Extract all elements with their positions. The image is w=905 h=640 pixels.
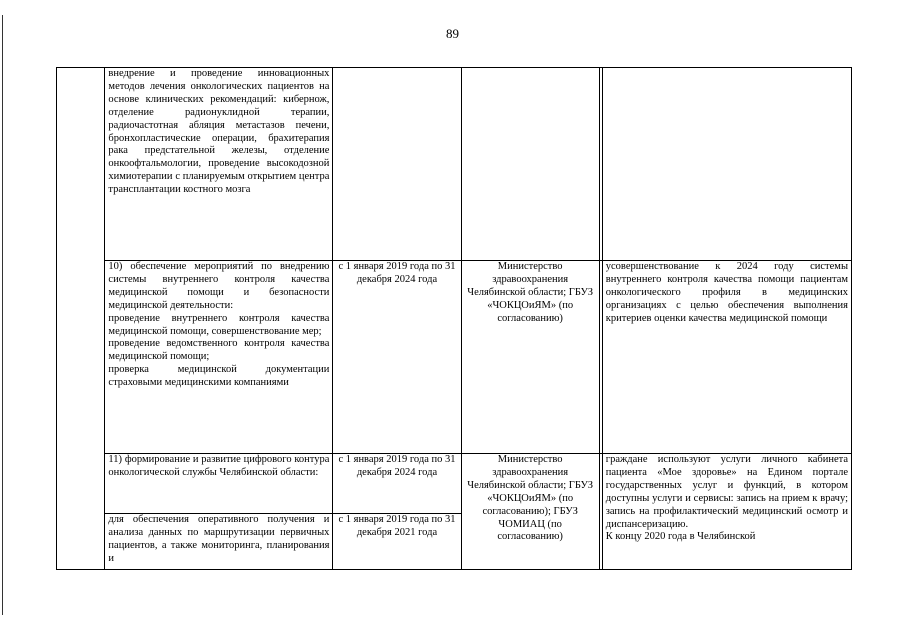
result-paragraph: граждане используют услуги личного кабинета пациента «Мое здоровье» на Едином портале государственных услуг и функций, в котором доступны услуги и сервисы: запись на прием к врачу; запись на профилактический медицинский осмотр и диспансеризацию.	[605, 454, 848, 530]
activity-cell	[105, 454, 333, 514]
term-text: с 1 января 2019 года по 31 декабря 2021 года	[338, 514, 456, 538]
activity-paragraph: 10) обеспечение мероприятий по внедрению системы внутреннего контроля качества медицинской помощи и безопасности медицинской деятельности:	[108, 261, 330, 311]
result-cell	[602, 454, 851, 570]
responsible-text: Министерство здравоохранения Челябинской области; ГБУЗ «ЧОКЦОиЯМ» (по согласованию); ГБУЗ ЧОМИАЦ (по согласованию)	[467, 454, 594, 543]
term-cell	[333, 68, 461, 261]
responsible-cell	[461, 454, 599, 570]
activity-cell	[105, 514, 333, 570]
responsible-cell	[461, 261, 599, 454]
table-row	[57, 68, 852, 261]
activity-paragraph: проведение ведомственного контроля качества медицинской помощи;	[108, 338, 330, 363]
activity-cell	[105, 68, 333, 261]
term-text: с 1 января 2019 года по 31 декабря 2024 года	[338, 454, 456, 478]
activity-paragraph: проверка медицинской документации страховыми медицинскими компаниями	[108, 364, 330, 389]
measures-table	[56, 67, 852, 570]
table-row	[57, 454, 852, 514]
result-paragraph: К концу 2020 года в Челябинской	[605, 531, 756, 543]
margin-rule	[2, 15, 3, 615]
result-cell	[602, 261, 851, 454]
term-text: с 1 января 2019 года по 31 декабря 2024 года	[338, 261, 456, 285]
number-column-cell	[57, 68, 105, 570]
responsible-cell	[461, 68, 599, 261]
responsible-text: Министерство здравоохранения Челябинской области; ГБУЗ «ЧОКЦОиЯМ» (по согласованию)	[467, 261, 594, 324]
activity-text: 11) формирование и развитие цифрового контура онкологической службы Челябинской области:	[108, 454, 330, 478]
result-text: усовершенствование к 2024 году системы внутреннего контроля качества помощи пациентам онкологического профиля в медицинских организациях с целью обеспечения выполнения критериев оценки качества медицинской помощи	[605, 261, 848, 324]
page-number: 89	[446, 26, 459, 41]
activity-cell	[105, 261, 333, 454]
activity-text: для обеспечения оперативного получения и анализа данных по маршрутизации первичных пациентов, а также мониторинга, планирования и	[108, 514, 330, 564]
term-cell	[333, 454, 461, 514]
term-cell	[333, 514, 461, 570]
term-cell	[333, 261, 461, 454]
result-cell	[602, 68, 851, 261]
activity-paragraph: проведение внутреннего контроля качества медицинской помощи, совершенствование мер;	[108, 312, 330, 337]
table-row	[57, 261, 852, 454]
activity-text: внедрение и проведение инновационных методов лечения онкологических пациентов на основе клинических рекомендаций: кибернож, отделение радионуклидной терапии, радиочастотная абляция метастазов печени, бронхопластические операции, брахитерапия рака предстательной железы, отделение онкоофтальмологии, проведение высокодозной химиотерапии с планируемым открытием центра трансплантации костного мозга	[108, 68, 330, 196]
